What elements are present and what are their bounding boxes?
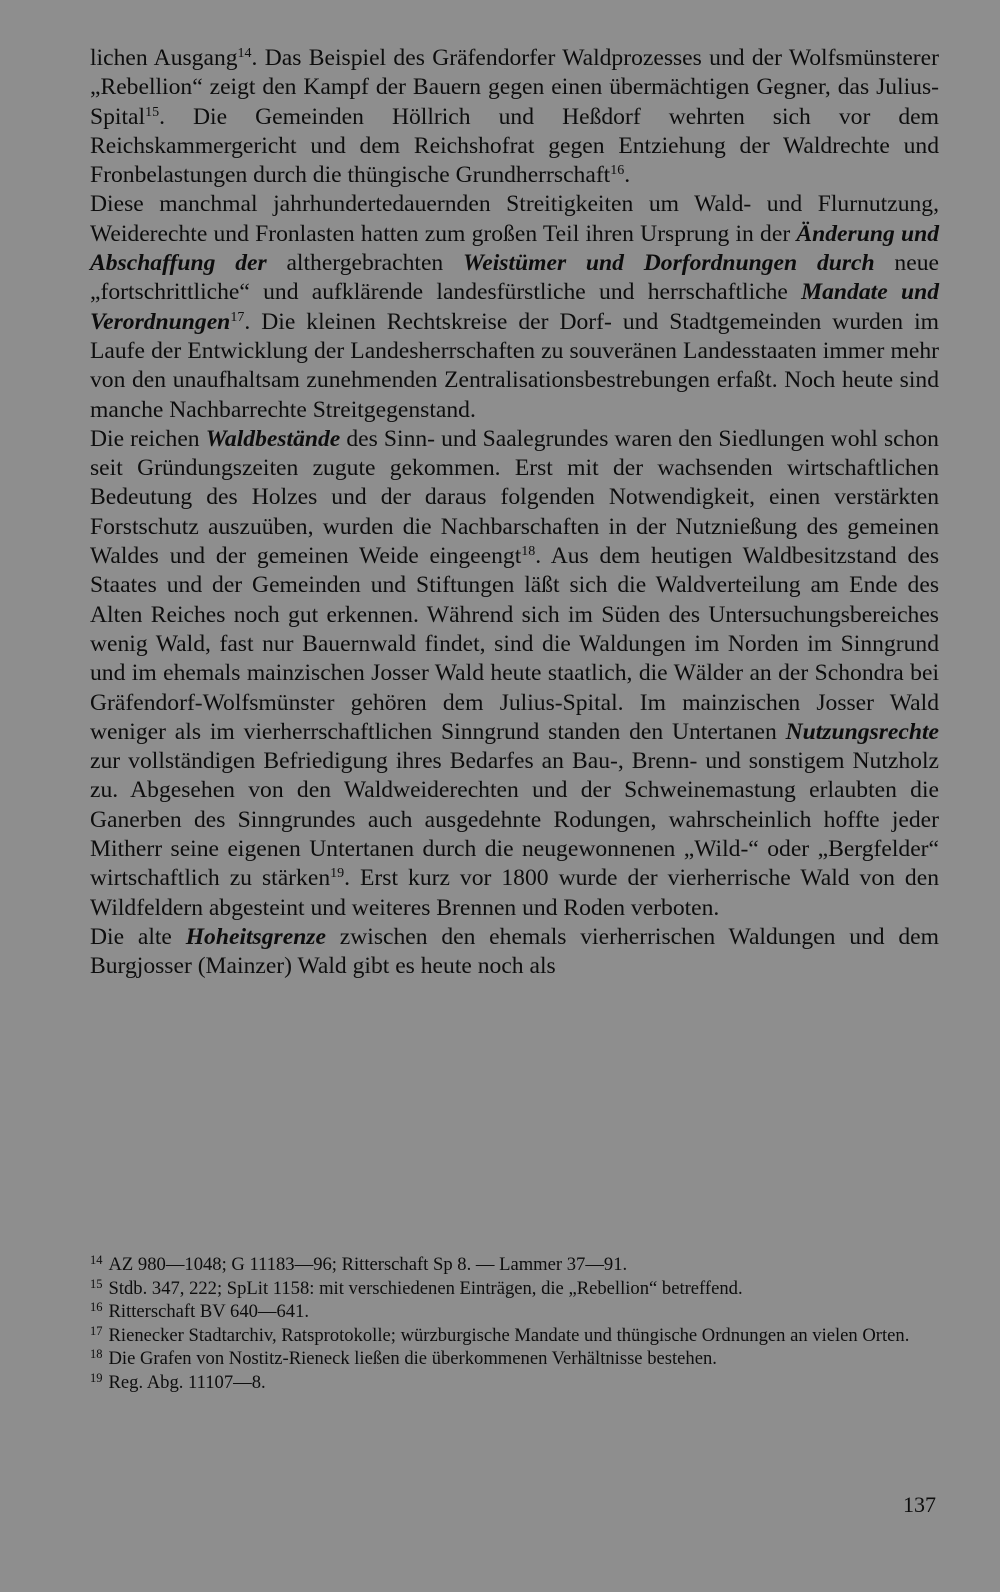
- footnote-reference: 19: [330, 866, 345, 882]
- footnote-reference: 17: [230, 309, 245, 325]
- footnote-number: 17: [90, 1323, 103, 1338]
- footnotes: [90, 1253, 939, 1395]
- footnote-reference: 16: [610, 163, 625, 179]
- footnote-number: 19: [90, 1370, 103, 1385]
- emphasis-term: Weistümer und Dorfordnungen durch: [463, 250, 875, 277]
- footnote: $^{16}$ Ritterschaft BV 640—641.: [90, 1300, 310, 1323]
- footnote-number: 18: [90, 1347, 103, 1362]
- paragraph: Die reichen Waldbestände des Sinn- und Saalegrundes waren den Siedlungen wohl schon seit Gründungszeiten zugute gekommen. Erst mit der wachsenden wirtschaftlichen Bedeutung des Holzes und der daraus folgenden Notwendigkeit, einen verstärkten Forstschutz auszuüben, wurden die Nachbarschaften in der Nutznießung des gemeinen Waldes und der gemeinen Weide eingeengt$^{18}$. Aus dem heutigen Waldbesitzstand des Staates und der Gemeinden und Stiftungen läßt sich die Waldverteilung am Ende des Alten Reiches noch gut erkennen. Während sich im Süden des Untersuchungsbereiches wenig Wald, fast nur Bauernwald findet, sind die Waldungen im Norden im Sinngrund und im ehemals mainzischen Josser Wald heute staatlich, die Wälder an der Schondra bei Gräfendorf-Wolfsmünster gehören dem Julius-Spital. Im mainzischen Josser Wald weniger als im vierherrschaftlichen Sinngrund standen den Untertanen Nutzungsrechte zur vollständigen Befriedigung ihres Bedarfes an Bau-, Brenn- und sonstigem Nutzholz zu. Abgesehen von den Waldweiderechten und der Schweinemastung erlaubten die Ganerben des Sinngrundes auch ausgedehnte Rodungen, wahrscheinlich hoffte jeder Mitherr seine eigenen Untertanen durch die neugewonnenen „Wild-“ oder „Bergfelder“ wirtschaftlich zu stärken$^{19}$. Erst kurz vor 1800 wurde der vierherrische Wald von den Wildfeldern abgesteint und weiteres Brennen und Roden verboten.: [90, 425, 940, 921]
- footnote-number: 16: [90, 1300, 103, 1315]
- footnote: $^{17}$ Rienecker Stadtarchiv, Ratsprotokolle; würzburgische Mandate und thüngische Ordnungen an vielen Orten.: [90, 1323, 910, 1346]
- body-text: [90, 44, 939, 982]
- emphasis-term: Mandate und Verordnungen: [90, 279, 939, 335]
- footnote: $^{15}$ Stdb. 347, 222; SpLit 1158: mit verschiedenen Einträgen, die „Rebellion“ betreffend.: [90, 1276, 743, 1299]
- paragraph: lichen Ausgang$^{14}$. Das Beispiel des Gräfendorfer Waldprozesses und der Wolfsmünsterer „Rebellion“ zeigt den Kampf der Bauern gegen einen übermächtigen Gegner, das Julius-Spital$^{15}$. Die Gemeinden Höllrich und Heßdorf wehrten sich vor dem Reichskammergericht und dem Reichshofrat gegen Entziehung der Waldrechte und Fronbelastungen durch die thüngische Grundherrschaft$^{16}$.: [90, 45, 939, 189]
- paragraph: Die alte Hoheitsgrenze zwischen den ehemals vierherrischen Waldungen und dem Burgjosser (Mainzer) Wald gibt es heute noch als: [90, 923, 940, 980]
- paragraph: Diese manchmal jahrhundertedauernden Streitigkeiten um Wald- und Flurnutzung, Weiderechte und Fronlasten hatten zum großen Teil ihren Ursprung in der Änderung und Abschaffung der althergebrachten Weistümer und Dorfordnungen durch neue „fortschrittliche“ und aufklärende landesfürstliche und herrschaftliche Mandate und Verordnungen$^{17}$. Die kleinen Rechtskreise der Dorf- und Stadtgemeinden wurden im Laufe der Entwicklung der Landesherrschaften zu souveränen Landesstaaten immer mehr von den unaufhaltsam zunehmenden Zentralisationsbestrebungen erfaßt. Noch heute sind manche Nachbarrechte Streitgegenstand.: [90, 191, 939, 423]
- footnote: $^{19}$ Reg. Abg. 11107—8.: [90, 1370, 266, 1393]
- footnote: $^{18}$ Die Grafen von Nostitz-Rieneck ließen die überkommenen Verhältnisse bestehen.: [90, 1347, 717, 1370]
- footnote-number: 15: [90, 1276, 103, 1291]
- emphasis-term: Waldbestände: [205, 425, 341, 452]
- footnote-reference: 14: [237, 46, 252, 61]
- footnote-reference: 18: [521, 544, 536, 560]
- emphasis-term: Änderung und Abschaffung der: [90, 220, 939, 277]
- footnote-reference: 15: [145, 104, 160, 120]
- emphasis-term: Hoheitsgrenze: [185, 923, 326, 950]
- footnote: $^{14}$ AZ 980—1048; G 11183—96; Ritterschaft Sp 8. — Lammer 37—91.: [90, 1253, 628, 1275]
- footnote-number: 14: [90, 1253, 103, 1267]
- emphasis-term: Nutzungsrechte: [785, 718, 939, 745]
- page-number: 137: [903, 1492, 936, 1517]
